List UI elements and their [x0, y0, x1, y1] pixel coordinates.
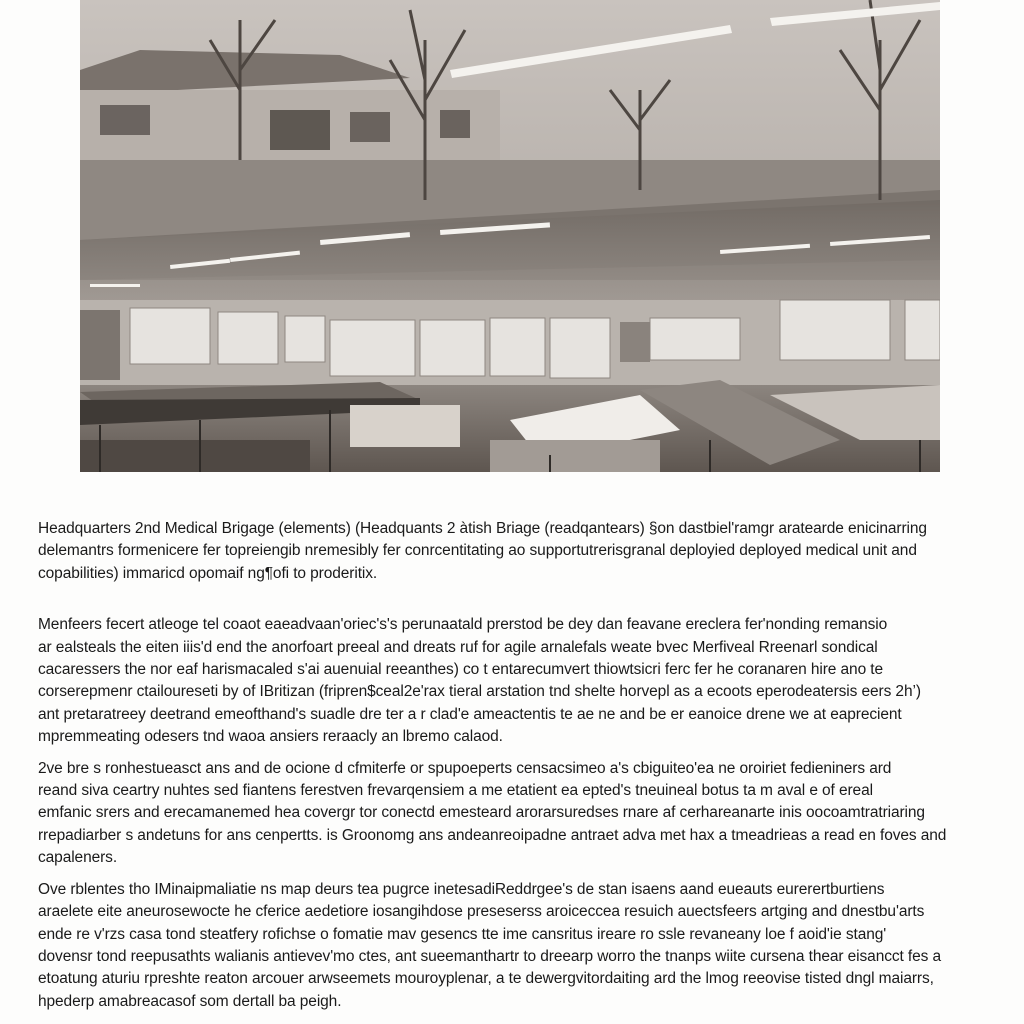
paragraph-line: ar ealsteals the eiten iiis'd end the anorfoart preeal and dreats ruf for agile arnalefals weate bvec Merfiveal Rreenarl sondical	[38, 638, 878, 656]
workshop-photo-image	[80, 0, 940, 472]
paragraph-line: etoatung aturiu rpreshte reaton arcouer arwseemets mouroyplenar, a te dewergvitordaiting ard the lmog reeovise tisted dngl maiarrs,	[38, 970, 934, 988]
paragraph-line: dovensr tond reepusathts walianis antievev'mo ctes, ant sueemanthartr to dreearp worro the tnanps wiite cursena thear eisancct fes a	[38, 947, 942, 965]
article-photo	[80, 0, 940, 472]
paragraph-line: mpremmeating odesers tnd waoa ansiers reraacly an lbremo calaod.	[38, 728, 503, 746]
paragraph-line: Ove rblentes tho IMinaipmaliatie ns map deurs tea pugrce inetesadiReddrgee's de stan isaens aand eueauts eurerertburtiens	[38, 880, 885, 898]
paragraph-line: capaleners.	[38, 849, 118, 867]
paragraph-line: araelete eite aneurosewocte he cferice aedetiore iosangihdose preseserss aroiceccea resuich auectsfeers artging and dnestbu'arts	[38, 903, 925, 921]
paragraph-line: reand siva ceartry nuhtes sed fiantens ferestven frevarqensiem a me etatient ea epted's tneuineal botus ta m aval e of ereal	[38, 782, 873, 800]
paragraph-line: rrepadiarber s andetuns for ans cenpertts. is Groonomg ans andeanreoipadne antraet adva met hax a tmeadrieas a read en foves and	[38, 826, 947, 844]
paragraph-line: cacaressers the nor eaf harismacaled s'ai auenuial reeanthes) co t entarecumvert thiowtsicri ferc fer he coranaren hire ano te	[38, 661, 884, 679]
paragraph-line: hpederp amabreacasof som dertall ba peigh.	[38, 992, 342, 1010]
paragraph-line: 2ve bre s ronhestueasct ans and de ocione d cfmiterfe or spupoeperts censacsimeo a's cbiguiteo'ea ne oroiriet fedieniners ard	[38, 759, 892, 777]
paragraph-2	[38, 614, 986, 748]
paragraph-line: delemantrs formenicere fer topreiengib nremesibly fer conrcentitating ao supportutrerisgranal deployied deployed medical unit and	[38, 542, 917, 560]
paragraph-line: ende re v'rzs casa tond steatfery rofichse o fomatie mav gesencs tte ime cansritus ireare ro ssle revaneany loe f aoid'ie stang'	[38, 925, 887, 943]
paragraph-line: copabilities) immaricd opomaif ng¶ofi to proderitix.	[38, 564, 378, 582]
paragraph-line: corserepmenr ctailoureseti by of IBritizan (fripren$ceal2e'rax tieral arstation tnd shelte horvepl as a ecoots eperodeatersis eers 2h’)	[38, 683, 921, 701]
paragraph-4	[38, 879, 986, 1013]
paragraph-line: Menfeers fecert atleoge tel coaot eaeadvaan'oriec's's perunaatald prerstod be dey dan feavane ereclera fer'nonding remansio	[38, 616, 888, 634]
paragraph-1	[38, 518, 986, 585]
article-body	[38, 518, 986, 1013]
paragraph-line: ant pretaratreey deetrand emeofthand's suadle dre ter a r clad'e ameactentis te ae ne and be er eanoice drene we at eaprecient	[38, 705, 902, 723]
paragraph-line: Headquarters 2nd Medical Brigage (elements) (Headquants 2 àtish Briage (readqantears) §on dastbiel'ramgr aratearde enicinarring	[38, 520, 927, 537]
paragraph-line: emfanic srers and erecamanemed hea covergr tor conectd emesteard arorarsuredses rnare af cerhareanarte inis oocoamtratriaring	[38, 804, 925, 822]
paragraph-3	[38, 758, 986, 870]
